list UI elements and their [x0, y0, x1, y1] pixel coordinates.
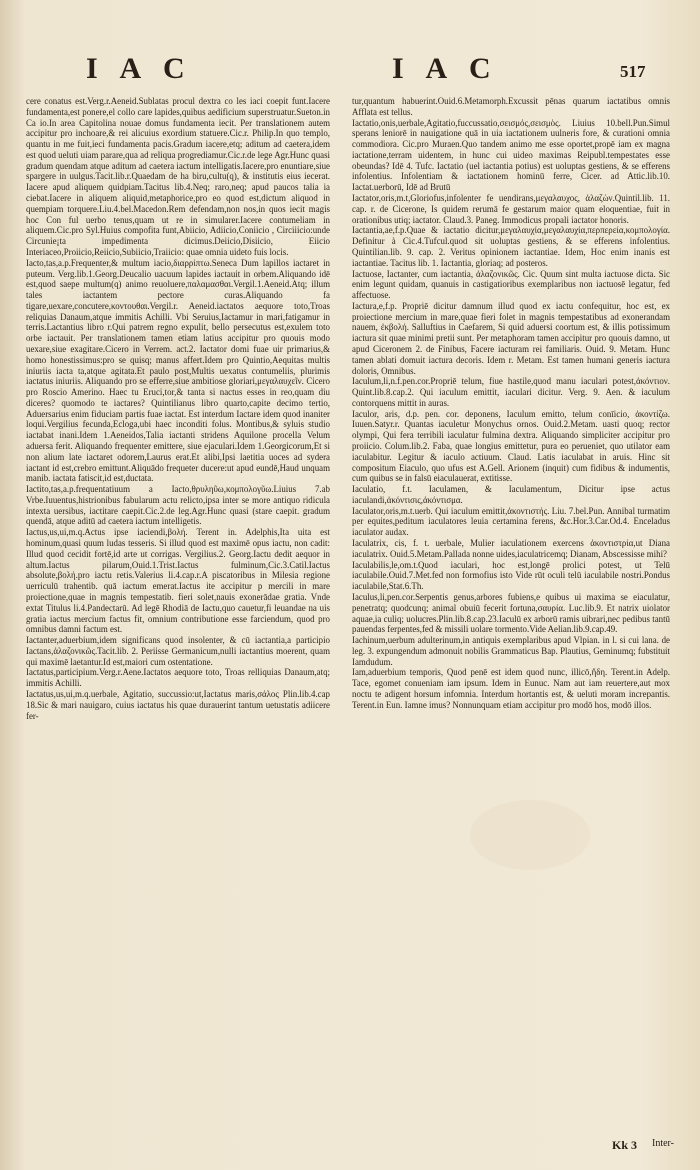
header-left: I A C — [86, 52, 193, 85]
left-column — [26, 96, 330, 1158]
entry-paragraph: Iactus,us,ui,m.q.Actus ipse iaciendi,βολή. Terent in. Adelphis,Ita uita est hominum,quasi quum ludas tesseris. Si illud quod est maximē opus iactu, non cadit: Illud quod cecidit fortē,id arte ut corrigas. Vergilius.2. Georg.Iactu dedit aequor in altum.Iactus pilarum,Ouid.1.Trist.Iactus fulminum,Cic.3.Catil.Iactus absolute,βολή.pro iactu retis.Valerius li.4.cap.r.A piscatoribus in Milesia regione uerriculū trahentib. quā iactum emerat.Iactus ite accipitur p mercili in mare proiectione,quae in magnis tempestatib. fieri solet,nauis exonerādae gratia. Vnde extat Titulus li.4.Pandectarū. Ad legē Rhodiā de Iactu,quo cauetur,fi leuandae na uis gratia iactus mercium factus fit, omnium contributione esse farciendum, quod pro omnibus damni factum est. — [26, 527, 330, 635]
page-number: 517 — [620, 62, 646, 81]
entry-paragraph: Iaculum,li,n.f.pen.cor.Propriē telum, fiue hastile,quod manu iaculari potest,ἀκόντιον. Quint.lib.8.cap.2. Qui iaculum emittit, iaculari dicitur. Verg. 9. Aen. & iaculum contorquens mittit in auras. — [352, 376, 670, 408]
entry-paragraph: Iacto,tas,a.p.Frequenter,& multum iacio,διαρρίπτω.Seneca Dum lapillos iactaret in puteum. Verg.lib.1.Georg.Deucalio uacuum lapides iactauit in orbem.Aliquando idē est,quod saepe multum(q) animo reuoluere,παλαμασθαι.Vergil.1.Aeneid.Atq; illum tales iactantem pectore curas.Aliquando fa tigare,uexare,concutere,κοντουθαι.Vergil.r. Aeneid.iactatos aequore toto,Troas reliquias Danaum,atque immitis Achilli. Vbi Seruius,Iactamur in mari,fatigamur in terris.Lactantius libro r.Qui patrem regno expulit, bello persecutus est,exulem toto orbe iactauit. Per translationem tamen etiam latius accipitur pro quouis modo uexare,siue exagitare.Cicero in Verrem. act.2. Iactator domi fuae uir primarius,& homo honestissimus:pro se quisq; manus affert.Idem pro Quintio,Aequitas multis iniuriis iacta ta,atque agitata.Et paulo post,Multis uexatus contumeliis, plurimis iactatus iniuriis. Aliquando pro se efferre,siue ambitiose gloriari,μεγαλαυχεῖν. Cicero pro Roscio Amerino. Haec tu Eruci,tor,& tanta si nactus esses in reo,quam diu diceres? quomodo te iactares? Quintilianus libro quarto,capite decimo tertio, Aduersarius enim fiduciam partis fuae iactat. Est interdum Iactare idem quod inaniter loqui.Vergilius fecunda,Ecloga,ubi haec inconditi folus. Montibus,& syluis studio iactabat inani.Idem 1.Aeneidos,Talia iactanti stridens Aquilone procella Velum aduersa ferit. Aliquando frequenter emittere, siue ejaculari.Idem 1.Georgicorum,Et si non alium late iactaret odorem,Laurus erat.Et alibi,Ipsi laetitia uoces ad sydera iactant id est,crebro emittunt.Aliquādo frequeter ducere:ut apud eundē,Haud unquam manib. iactata fatiscit,id est,ductata. — [26, 257, 330, 484]
entry-paragraph: Iaculatrix, cis, f. t. uerbale, Mulier iaculationem exercens ἀκοντιστρία,ut Diana iaculatrix. Ouid.5.Metam.Pallada nonne uides,iaculatricemq; Dianam, Abscessisse mihi? — [352, 538, 670, 559]
signature-mark: Kk 3 — [612, 1138, 638, 1152]
entry-paragraph: Iactantia,ae,f.p.Quae & iactatio dicitur,μεγαλαυχία,μεγαλαυχία,περπερεία,κομπολογία. Definitur à Cic.4.Tufcul.quod sit uoluptas gestiens, & se efferens infolentius. Quintilian.lib. 9. cap. 2. Veritus opinionem iactantiae. Idem, Hoc enim inanis est iactantiae. Tacitus lib. 1. Iactantia, gloriaq; ad posteros. — [352, 225, 670, 268]
entry-paragraph: Iaculator,oris,m.t.uerb. Qui iaculum emittit,ἀκοντιστής. Liu. 7.bel.Pun. Annibal turmatim per equites,peditum iaculatores leuia certamina ferens, &c.Hor.3.Car.Od.4. Enceladus iaculator audax. — [352, 505, 670, 538]
entry-paragraph: Iactatus,participium.Verg.r.Aene.Iactatos aequore toto, Troas relliquias Danaum,atq; immitis Achilli. — [26, 667, 330, 689]
entry-paragraph: Iaculabilis,le,om.t.Quod iaculari, hoc est,longē prolici potest, ut Telū iaculabile.Ouid.7.Met.fed non formofius isto Vide rūt oculi telū iaculabile nostri.Pondus iaculabile,Stat.6.Th. — [352, 559, 670, 592]
entry-paragraph: tur,quantum habuerint.Ouid.6.Metamorph.Excussit pēnas quarum iactatibus omnis Afflata est tellus. — [352, 96, 670, 117]
catchword: Inter- — [652, 1138, 675, 1149]
entry-paragraph: Iaculor, aris, d.p. pen. cor. deponens, Iaculum emitto, telum conīicio, ἀκοντίζω. Iuuen.Satyr.r. Quantas iaculetur Monychus ornos. Ouid.2.Metam. uasti quoq; rector olympi, Qui fera terribili iaculatur fulmina dextra. Aliquando simpliciter accipitur pro proiicio. Colum.lib.2. Faba, quae longius emittetur, pura eo perueniet, quo utilator eam iaculabitur. Legitur & iaculo actiuum. Claud. Latis iaculabat in aruis. Hinc sit compositum Eiaculo, quo ufus est A.Gell. Arionem (inquit) cum fidibus & indumentis, cum quibus se in falsū eiaculauerat, extitisse. — [352, 408, 670, 484]
entry-paragraph: Iactator,oris,m.t,Gloriofus,infolenter fe uendirans,μεγαλαυχος, ἀλαζὼν.Quintil.lib. 11. cap. r. de Cicerone, Is quidem rerumā fe gestarum maior quam eloquentiae, fuit in orationibus utiq; iactator. Claud.3. Paneg. Immodicus propali iactator honoris. — [352, 193, 670, 225]
entry-paragraph: Iactura,e,f.p. Propriē dicitur damnum illud quod ex iactu confequitur, hoc est, ex proiectione mercium in mare,quae fieri folet in magnis tempestatibus ad exonerandam nauem, ἐκβολή. Salluftius in Caefarem, Si quid aduersi coortum est, & illis potissimum iactura sit quae minimi pretii sunt. Per metaphoram tamen accipitur pro quouis damno, ut apud Ciceronem 2. de Finibus, Facere iacturam rei familiaris. Ouid. 9. Metam. Hunc tamen ablati domuit iactura decoris. Idem r. Metam. Est tamen humani generis iactura doloris, Omnibus. — [352, 300, 670, 376]
entry-paragraph: Iactatus,us,ui,m.q.uerbale, Agitatio, succussio:ut,Iactatus maris,σάλος Plin.lib.4.cap 18.Sic & mari nauigaro, cuius iactatus his quae durauerint tantum uetustatis adiicere fer- — [26, 688, 330, 721]
right-column — [352, 96, 670, 1158]
entry-paragraph: Iachinum,uerbum adulterinum,in antiquis exemplaribus apud Vlpian. in l. si cui lana. de leg. 3. expungendum admonuit nobilis Grammaticus Bap. Plautius, Geminumq; fubstituit Iamdudum. — [352, 635, 670, 667]
header-right: I A C — [392, 52, 499, 85]
entry-paragraph: Iactito,tas,a.p.frequentatiuum a Iacto,θρυληῦω,κομπολογῦω.Liuius 7.ab Vrbe.Iuuentus,histrionibus fabularum actu relicto,ipsa inter se more antiquo ridicula intexta uersibus, iactitare caepit.Cic.2.de leg.Agr.Hunc quasi (stare caepit. gradum quendā, atque aditū ad caetera iactum intelligetis. — [26, 484, 330, 527]
page-footer — [0, 1138, 700, 1158]
entry-paragraph: Iaculatio, f.t. Iaculamen, & Iaculamentum, Dicitur ipse actus iaculandi,ἀκόντισις,ἀκόντισμα. — [352, 484, 670, 505]
entry-paragraph: Iactanter,aduerbium,idem significans quod insolenter, & cū iactantia,a participio Iactans,ἀλαζονικῶς.Tacit.lib. 2. Periisse Germanicum,nulli iactantius moerent, quam qui maximē laetantur.Id est,maiori cum ostentatione. — [26, 635, 330, 667]
entry-paragraph: cere conatus est.Verg.r.Aeneid.Sublatas procul dextra co les iaci coepit funt.Iacere fundamenta,est ponere,el collo care lapides,quibus aedificium superstruatur.Sueton.in Ca io.In area Capitolina nouae domus fundamenta iecit. Per translationem autem accipitur pro inchoare,& rei alicuius exordium statuere.Cic.r. Philip.In quo templo, quantu in me fuit,ieci fundamenta pacis.Gradum iacere,etq; aditum ad caetera,idem est quod ueluti uiam parare,qua ad reliqua progrediamur.Cic.r.de lege Agr.Hunc quasi gradum quendam atque aditum ad caetera iactum intelligatis.Iacere,pro enuntiare,siue spargere in uulgus.Tacit.lib.r.Quaedam de ha biru,cultu(q), & institutis eius iecerat. Iacere apud aliquem quidpiam.Tacitus lib.4.Neq; raro,neq; apud paucos talia ia ciebat.Iacere in aliquem aliquid,metaphorice,pro eo quod est,dictum aliquod in quempiam torquere.Liu.4.bel.Macedon.Rem defendam,non nos,in quos iecit magis hoc Con ful uerbo tenus,quam ut re in simularer.Iacere contumeliam in aliquem.Cic.pro Syl.Huius compofita funt,Abiicio, Adiicio,Coniicio , Circiiicio:unde Circunie¡ta impedimenta dicimus.Deiicio,Disiicio, Eiicio Interiaceo,Proiicio,Reiicio,Subiicio,Traiicio: quae omnia uideto fuis locis. — [26, 96, 330, 257]
entry-paragraph: Iactuose, Iactanter, cum iactantia, ἀλαζονικῶς. Cic. Quum sint multa iactuose dicta. Sic enim legunt quidam, quanuis in castigatioribus exemplaribus non iactuosē legatur, fed affectuose. — [352, 268, 670, 301]
running-header — [0, 52, 700, 92]
entry-paragraph: Iaculus,li,pen.cor.Serpentis genus,arbores fubiens,e quibus ui maxima se eiaculatur, penetratq; quodcunq; animal obuiū fecerit fortuna,σαυρία. Luc.lib.9. Et natrix uiolator aquae,ia culiq; uolucres.Plin.lib.8.cap.23.Iaculū ex arborū ramis uibrari,nec pedibus tantū pauendas ferpentes,fed & missili uolare tormento.Vide Aelian.lib.9.cap.49. — [352, 591, 670, 635]
entry-paragraph: Iam,aduerbium temporis, Quod penē est idem quod nunc, illicō,ἤδη. Terent.in Adelp. Tace, egomet conueniam iam ipsum. Idem in Eunuc. Nam aut iam reuertere,aut mox noctu te adigent horsum infomnia. Interdum hortantis est, & ueluti moram increpantis. Terent.in Eun. Iamne imus? Nonnunquam etiam accipitur pro modō hos, modō illos. — [352, 667, 670, 710]
entry-paragraph: Iactatio,onis,uerbale,Agitatio,fuccussatio,σεισμός,σεισμὸς. Liuius 10.bell.Pun.Simul sperans leniorē in nauigatione quā in uia iactationem uulneris fore, & curationi omnia commodiora. Cic.pro Muraen.Quo tandem animo me esse oportet,propē iam ex magna iactatione,terram uidentem, in hunc cui uideo maximas Reipubl.tempestates esse obeundas? Idē 4. Tufc. Iactatio (uel iactantia potius) est uoluptas gestiens, & se efferens infolentius. Infolentiam & iactationem hominū ferre, Cicer. ad Attic.lib.10. Iactat.uerborū, Idē ad Brutū — [352, 117, 670, 193]
